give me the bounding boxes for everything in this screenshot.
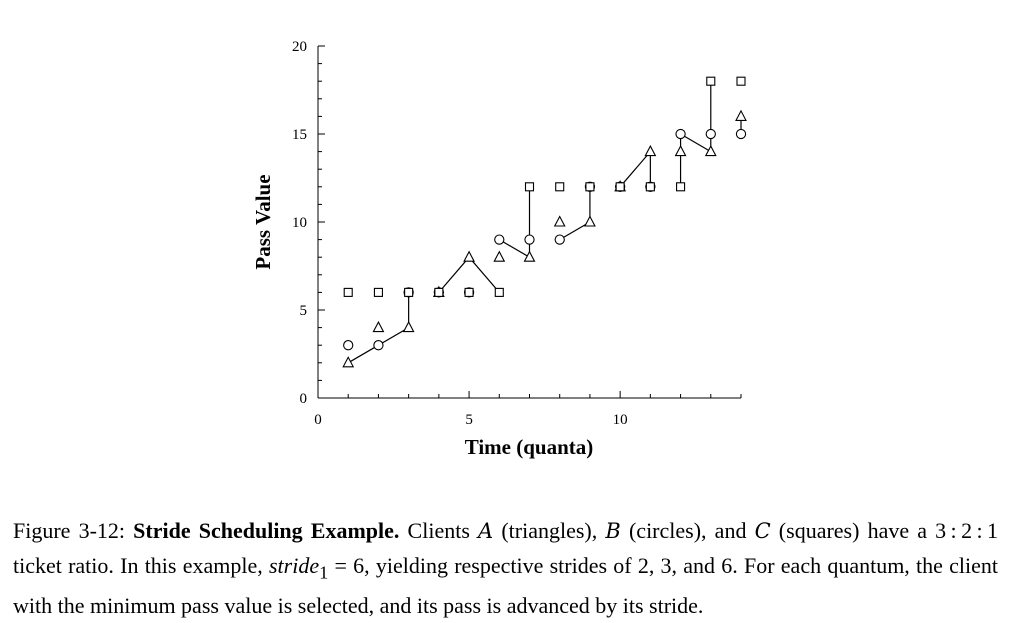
square-marker-C [526, 183, 534, 191]
x-tick-label: 5 [465, 412, 473, 428]
y-axis-title: Pass Value [251, 174, 275, 270]
square-marker-C [586, 183, 594, 191]
caption-title: Stride Scheduling Example. [133, 518, 400, 543]
triangle-marker-A [525, 252, 535, 262]
caption-text-5: = 6, yielding respective strides of 2, 3, and 6. For each quantum, the client with the minimum pass value is selected, and its pass is advanced by its stride. [13, 552, 999, 619]
x-tick-label: 0 [314, 412, 322, 428]
markers [343, 77, 746, 367]
y-tick-label: 5 [299, 303, 307, 319]
selection-lines [348, 81, 741, 363]
y-tick-label: 0 [299, 391, 307, 407]
caption-var-b: B [605, 519, 621, 543]
ticks [292, 39, 741, 428]
caption-text-3: (circles), and [620, 518, 755, 543]
square-marker-C [556, 183, 564, 191]
circle-marker-B [344, 341, 353, 350]
triangle-marker-A [645, 146, 655, 156]
square-marker-C [465, 288, 473, 296]
circle-marker-B [495, 235, 504, 244]
triangle-marker-A [676, 146, 686, 156]
triangle-marker-A [464, 252, 474, 262]
y-tick-label: 10 [292, 215, 307, 231]
caption-text-2: (triangles), [493, 518, 606, 543]
triangle-marker-A [585, 217, 595, 227]
caption-var-a: A [478, 519, 494, 543]
selection-segment [620, 152, 650, 187]
square-marker-C [737, 77, 745, 85]
selection-segment [439, 257, 469, 292]
square-marker-C [344, 288, 352, 296]
caption-stride-word: stride [268, 552, 320, 578]
triangle-marker-A [736, 111, 746, 121]
caption-stride-sub: 1 [319, 561, 329, 582]
circle-marker-B [676, 129, 685, 138]
x-axis-title: Time (quanta) [464, 435, 594, 459]
circle-marker-B [555, 235, 564, 244]
square-marker-C [707, 77, 715, 85]
caption-text-4: (squares) have a 3 : 2 : 1 ticket ratio. In this example, [13, 518, 998, 578]
square-marker-C [616, 183, 624, 191]
triangle-marker-A [494, 252, 504, 262]
square-marker-C [495, 288, 503, 296]
triangle-marker-A [404, 322, 414, 332]
caption-text-1: Clients [399, 518, 479, 543]
square-marker-C [677, 183, 685, 191]
y-tick-label: 20 [292, 39, 307, 55]
square-marker-C [374, 288, 382, 296]
square-marker-C [435, 288, 443, 296]
triangle-marker-A [343, 357, 353, 367]
caption-var-c: C [754, 519, 771, 543]
triangle-marker-A [706, 146, 716, 156]
circle-marker-B [706, 129, 715, 138]
triangle-marker-A [555, 217, 565, 227]
circle-marker-B [736, 129, 745, 138]
figure-caption [13, 514, 998, 623]
triangle-marker-A [373, 322, 383, 332]
circle-marker-B [374, 341, 383, 350]
x-tick-label: 10 [612, 412, 628, 428]
caption-prefix: Figure 3-12: [13, 518, 134, 543]
selection-segment [681, 134, 711, 152]
selection-segment [469, 257, 499, 292]
selection-segment [499, 240, 529, 258]
square-marker-C [646, 183, 654, 191]
y-tick-label: 15 [292, 127, 307, 143]
square-marker-C [405, 288, 413, 296]
circle-marker-B [525, 235, 534, 244]
